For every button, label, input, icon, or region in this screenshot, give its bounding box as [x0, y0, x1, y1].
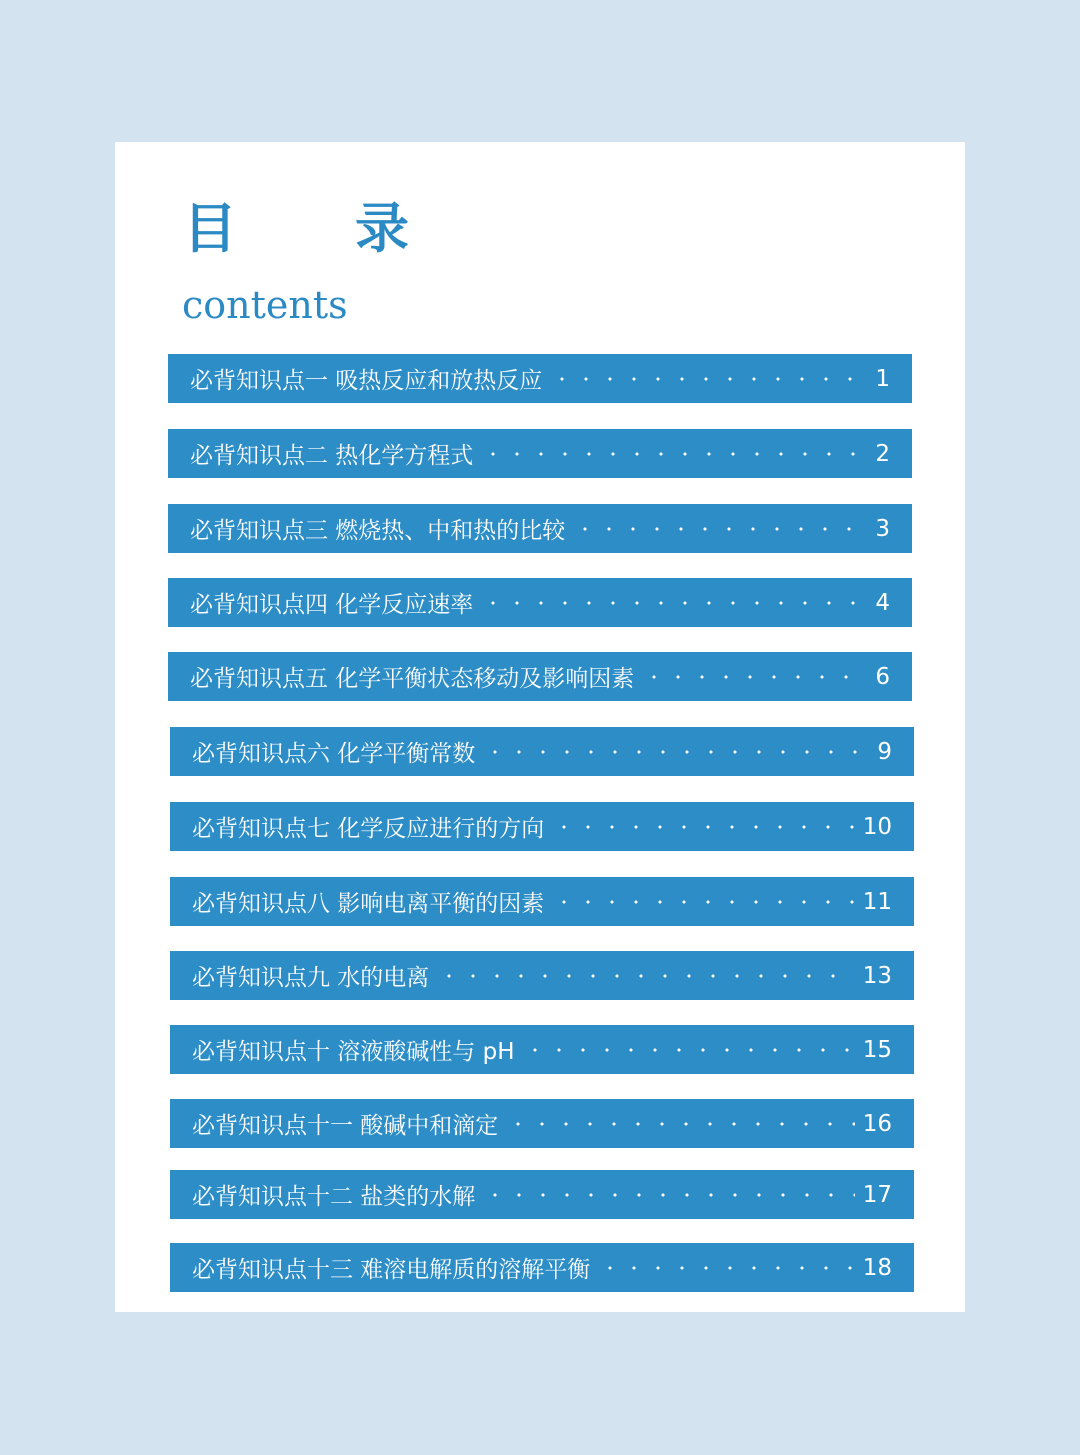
dot-leader [483, 750, 869, 754]
toc-entry-page: 16 [862, 1110, 892, 1137]
toc-entry-page: 2 [875, 440, 890, 467]
dot-leader [598, 1266, 854, 1270]
dot-leader [552, 825, 854, 829]
toc-entry-3[interactable] [168, 504, 912, 553]
toc-entry-11[interactable] [170, 1099, 914, 1148]
toc-entry-title: 必背知识点六 化学平衡常数 [192, 741, 476, 767]
dot-leader [642, 675, 867, 679]
toc-entry-page: 13 [862, 962, 892, 989]
toc-entry-title: 必背知识点八 影响电离平衡的因素 [192, 891, 545, 917]
toc-entry-title: 必背知识点三 燃烧热、中和热的比较 [190, 518, 566, 544]
dot-leader [506, 1122, 854, 1126]
dot-leader [481, 601, 867, 605]
toc-entry-13[interactable] [170, 1243, 914, 1292]
toc-entry-page: 10 [862, 813, 892, 840]
dot-leader [523, 1048, 855, 1052]
toc-entry-8[interactable] [170, 877, 914, 926]
toc-entry-6[interactable] [170, 727, 914, 776]
toc-entry-7[interactable] [170, 802, 914, 851]
toc-entry-title: 必背知识点九 水的电离 [192, 965, 430, 991]
page-title: 目 录 [183, 197, 441, 260]
toc-entry-page: 17 [862, 1181, 892, 1208]
dot-leader [481, 452, 867, 456]
toc-entry-title: 必背知识点四 化学反应速率 [190, 592, 474, 618]
toc-entry-9[interactable] [170, 951, 914, 1000]
toc-entry-1[interactable] [168, 354, 912, 403]
toc-entry-title: 必背知识点十一 酸碱中和滴定 [192, 1113, 499, 1139]
dot-leader [550, 377, 867, 381]
toc-entry-title: 必背知识点五 化学平衡状态移动及影响因素 [190, 666, 635, 692]
toc-entry-page: 11 [862, 888, 892, 915]
dot-leader [573, 527, 867, 531]
toc-entry-4[interactable] [168, 578, 912, 627]
toc-entry-title: 必背知识点十三 难溶电解质的溶解平衡 [192, 1257, 591, 1283]
toc-entry-5[interactable] [168, 652, 912, 701]
toc-entry-10[interactable] [170, 1025, 914, 1074]
dot-leader [437, 974, 854, 978]
toc-entry-title: 必背知识点一 吸热反应和放热反应 [190, 368, 543, 394]
toc-entry-title: 必背知识点七 化学反应进行的方向 [192, 816, 545, 842]
dot-leader [483, 1193, 854, 1197]
toc-entry-12[interactable] [170, 1170, 914, 1219]
toc-entry-title: 必背知识点十 溶液酸碱性与 pH [192, 1039, 515, 1065]
page-subtitle: contents [182, 283, 348, 327]
toc-entry-2[interactable] [168, 429, 912, 478]
toc-entry-page: 4 [875, 589, 890, 616]
toc-entry-page: 9 [877, 738, 892, 765]
toc-entry-page: 6 [875, 663, 890, 690]
toc-entry-page: 3 [875, 515, 890, 542]
toc-list [115, 142, 965, 1312]
toc-entry-page: 1 [875, 365, 890, 392]
toc-page [115, 142, 965, 1312]
dot-leader [552, 900, 854, 904]
toc-entry-page: 18 [862, 1254, 892, 1281]
toc-entry-page: 15 [862, 1036, 892, 1063]
toc-entry-title: 必背知识点十二 盐类的水解 [192, 1184, 476, 1210]
toc-entry-title: 必背知识点二 热化学方程式 [190, 443, 474, 469]
